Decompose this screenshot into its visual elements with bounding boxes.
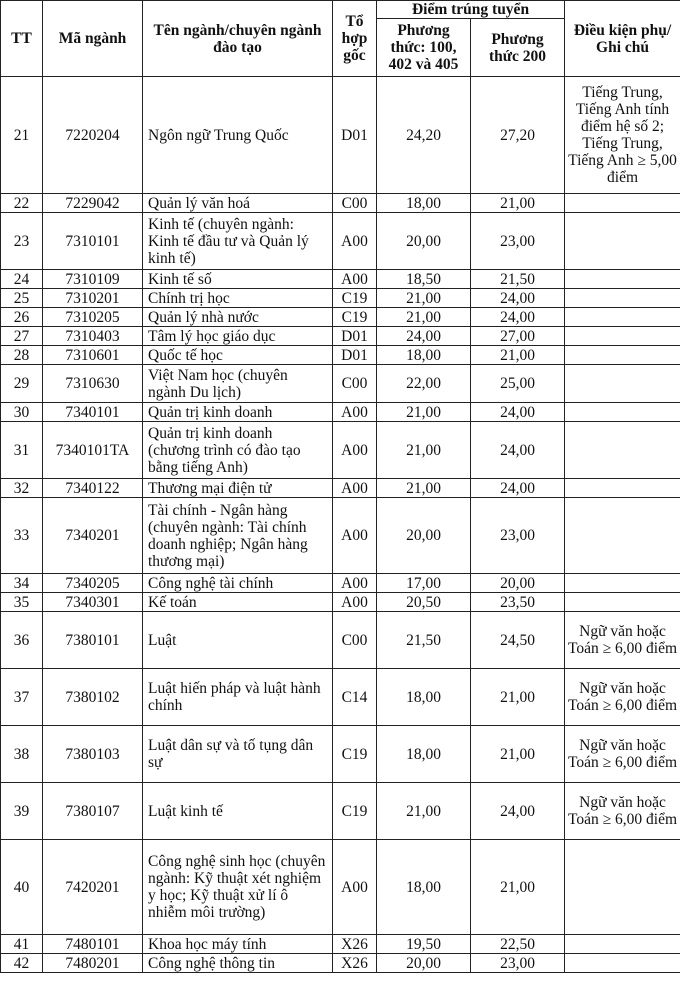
row-note: Ngữ văn hoặc Toán ≥ 6,00 điểm bbox=[565, 726, 680, 783]
table-row bbox=[1, 669, 680, 726]
row-note bbox=[565, 308, 680, 327]
row-combo: C19 bbox=[333, 289, 377, 308]
row-name: Luật dân sự và tố tụng dân sự bbox=[143, 726, 333, 783]
row-score-method-100: 18,50 bbox=[377, 270, 471, 289]
table-row bbox=[1, 327, 680, 346]
row-score-method-200: 24,00 bbox=[471, 479, 565, 498]
table-row bbox=[1, 365, 680, 403]
row-code: 7480201 bbox=[43, 954, 143, 973]
row-score-method-200: 24,00 bbox=[471, 422, 565, 479]
row-combo: C14 bbox=[333, 669, 377, 726]
table-row bbox=[1, 194, 680, 213]
row-combo: A00 bbox=[333, 422, 377, 479]
row-score-method-200: 25,00 bbox=[471, 365, 565, 403]
row-name: Công nghệ tài chính bbox=[143, 574, 333, 593]
row-code: 7380107 bbox=[43, 783, 143, 840]
row-tt: 32 bbox=[1, 479, 43, 498]
row-name: Tâm lý học giáo dục bbox=[143, 327, 333, 346]
row-tt: 31 bbox=[1, 422, 43, 479]
row-score-method-100: 20,00 bbox=[377, 954, 471, 973]
row-combo: C19 bbox=[333, 783, 377, 840]
row-note: Ngữ văn hoặc Toán ≥ 6,00 điểm bbox=[565, 612, 680, 669]
row-tt: 21 bbox=[1, 77, 43, 194]
row-code: 7340301 bbox=[43, 593, 143, 612]
row-tt: 37 bbox=[1, 669, 43, 726]
row-note: Tiếng Trung, Tiếng Anh tính điểm hệ số 2; Tiếng Trung, Tiếng Anh ≥ 5,00 điểm bbox=[565, 77, 680, 194]
row-note bbox=[565, 593, 680, 612]
row-note bbox=[565, 213, 680, 270]
table-row bbox=[1, 935, 680, 954]
row-tt: 36 bbox=[1, 612, 43, 669]
header-tt: TT bbox=[1, 1, 43, 77]
row-name: Việt Nam học (chuyên ngành Du lịch) bbox=[143, 365, 333, 403]
table-row bbox=[1, 783, 680, 840]
table-row bbox=[1, 479, 680, 498]
table-row bbox=[1, 954, 680, 973]
header-score-group: Điểm trúng tuyển bbox=[377, 1, 565, 19]
row-score-method-100: 18,00 bbox=[377, 346, 471, 365]
table-row bbox=[1, 213, 680, 270]
row-tt: 22 bbox=[1, 194, 43, 213]
row-note bbox=[565, 574, 680, 593]
row-score-method-100: 20,50 bbox=[377, 593, 471, 612]
row-score-method-200: 24,00 bbox=[471, 403, 565, 422]
row-score-method-100: 17,00 bbox=[377, 574, 471, 593]
row-score-method-100: 19,50 bbox=[377, 935, 471, 954]
row-code: 7310403 bbox=[43, 327, 143, 346]
row-score-method-200: 27,20 bbox=[471, 77, 565, 194]
row-code: 7310109 bbox=[43, 270, 143, 289]
row-code: 7340122 bbox=[43, 479, 143, 498]
row-note bbox=[565, 403, 680, 422]
row-combo: A00 bbox=[333, 593, 377, 612]
row-score-method-100: 18,00 bbox=[377, 194, 471, 213]
row-note bbox=[565, 479, 680, 498]
row-code: 7310205 bbox=[43, 308, 143, 327]
table-row bbox=[1, 270, 680, 289]
header-note: Điều kiện phụ/ Ghi chú bbox=[565, 1, 680, 77]
row-combo: C00 bbox=[333, 612, 377, 669]
row-tt: 26 bbox=[1, 308, 43, 327]
row-score-method-200: 21,00 bbox=[471, 669, 565, 726]
row-name: Công nghệ sinh học (chuyên ngành: Kỹ thuật xét nghiệm y học; Kỹ thuật xử lí ô nhiễm môi trường) bbox=[143, 840, 333, 935]
row-name: Kinh tế số bbox=[143, 270, 333, 289]
row-tt: 30 bbox=[1, 403, 43, 422]
row-note bbox=[565, 327, 680, 346]
table-row bbox=[1, 77, 680, 194]
row-combo: A00 bbox=[333, 498, 377, 574]
row-note: Ngữ văn hoặc Toán ≥ 6,00 điểm bbox=[565, 783, 680, 840]
row-name: Tài chính - Ngân hàng (chuyên ngành: Tài chính doanh nghiệp; Ngân hàng thương mại) bbox=[143, 498, 333, 574]
row-score-method-200: 24,00 bbox=[471, 783, 565, 840]
row-score-method-100: 18,00 bbox=[377, 726, 471, 783]
row-note bbox=[565, 498, 680, 574]
row-score-method-100: 18,00 bbox=[377, 840, 471, 935]
row-name: Luật hiến pháp và luật hành chính bbox=[143, 669, 333, 726]
row-combo: X26 bbox=[333, 935, 377, 954]
row-tt: 25 bbox=[1, 289, 43, 308]
row-note bbox=[565, 365, 680, 403]
table-row bbox=[1, 498, 680, 574]
table-row bbox=[1, 308, 680, 327]
table-row bbox=[1, 593, 680, 612]
row-combo: C19 bbox=[333, 308, 377, 327]
row-combo: D01 bbox=[333, 327, 377, 346]
row-tt: 34 bbox=[1, 574, 43, 593]
header-method-200: Phương thức 200 bbox=[471, 19, 565, 77]
row-score-method-100: 21,00 bbox=[377, 403, 471, 422]
row-name: Quản lý văn hoá bbox=[143, 194, 333, 213]
row-score-method-100: 20,00 bbox=[377, 498, 471, 574]
row-score-method-100: 20,00 bbox=[377, 213, 471, 270]
row-score-method-200: 24,00 bbox=[471, 289, 565, 308]
header-combo: Tổ hợp gốc bbox=[333, 1, 377, 77]
row-score-method-200: 23,50 bbox=[471, 593, 565, 612]
header-name: Tên ngành/chuyên ngành đào tạo bbox=[143, 1, 333, 77]
row-name: Công nghệ thông tin bbox=[143, 954, 333, 973]
row-tt: 42 bbox=[1, 954, 43, 973]
row-combo: D01 bbox=[333, 77, 377, 194]
row-score-method-100: 21,00 bbox=[377, 308, 471, 327]
row-score-method-200: 27,00 bbox=[471, 327, 565, 346]
table-row bbox=[1, 612, 680, 669]
row-note bbox=[565, 346, 680, 365]
row-note bbox=[565, 270, 680, 289]
row-code: 7380102 bbox=[43, 669, 143, 726]
row-name: Khoa học máy tính bbox=[143, 935, 333, 954]
row-score-method-100: 24,00 bbox=[377, 327, 471, 346]
row-combo: X26 bbox=[333, 954, 377, 973]
row-score-method-100: 24,20 bbox=[377, 77, 471, 194]
row-code: 7340205 bbox=[43, 574, 143, 593]
row-tt: 33 bbox=[1, 498, 43, 574]
row-code: 7340101TA bbox=[43, 422, 143, 479]
row-name: Quản lý nhà nước bbox=[143, 308, 333, 327]
row-combo: A00 bbox=[333, 840, 377, 935]
row-score-method-200: 21,00 bbox=[471, 194, 565, 213]
row-combo: A00 bbox=[333, 213, 377, 270]
table-row bbox=[1, 422, 680, 479]
row-code: 7480101 bbox=[43, 935, 143, 954]
row-combo: A00 bbox=[333, 574, 377, 593]
row-name: Ngôn ngữ Trung Quốc bbox=[143, 77, 333, 194]
row-combo: A00 bbox=[333, 403, 377, 422]
row-score-method-200: 20,00 bbox=[471, 574, 565, 593]
row-combo: C19 bbox=[333, 726, 377, 783]
row-name: Kế toán bbox=[143, 593, 333, 612]
table-row bbox=[1, 289, 680, 308]
row-score-method-100: 21,00 bbox=[377, 289, 471, 308]
row-score-method-200: 23,00 bbox=[471, 954, 565, 973]
row-tt: 35 bbox=[1, 593, 43, 612]
row-tt: 39 bbox=[1, 783, 43, 840]
row-score-method-200: 21,00 bbox=[471, 840, 565, 935]
row-tt: 40 bbox=[1, 840, 43, 935]
row-code: 7229042 bbox=[43, 194, 143, 213]
row-combo: C00 bbox=[333, 365, 377, 403]
row-score-method-200: 24,50 bbox=[471, 612, 565, 669]
row-combo: A00 bbox=[333, 479, 377, 498]
row-score-method-200: 21,50 bbox=[471, 270, 565, 289]
row-combo: A00 bbox=[333, 270, 377, 289]
row-code: 7310601 bbox=[43, 346, 143, 365]
row-note: Ngữ văn hoặc Toán ≥ 6,00 điểm bbox=[565, 669, 680, 726]
row-note bbox=[565, 954, 680, 973]
row-tt: 38 bbox=[1, 726, 43, 783]
table-row bbox=[1, 726, 680, 783]
row-code: 7220204 bbox=[43, 77, 143, 194]
row-score-method-100: 18,00 bbox=[377, 669, 471, 726]
row-code: 7310630 bbox=[43, 365, 143, 403]
row-note bbox=[565, 840, 680, 935]
row-note bbox=[565, 194, 680, 213]
row-score-method-200: 21,00 bbox=[471, 726, 565, 783]
row-code: 7380103 bbox=[43, 726, 143, 783]
row-tt: 23 bbox=[1, 213, 43, 270]
table-row bbox=[1, 403, 680, 422]
row-note bbox=[565, 935, 680, 954]
table-row bbox=[1, 346, 680, 365]
row-name: Quản trị kinh doanh (chương trình có đào tạo bằng tiếng Anh) bbox=[143, 422, 333, 479]
row-tt: 28 bbox=[1, 346, 43, 365]
row-combo: D01 bbox=[333, 346, 377, 365]
row-code: 7420201 bbox=[43, 840, 143, 935]
row-score-method-200: 23,00 bbox=[471, 213, 565, 270]
row-tt: 27 bbox=[1, 327, 43, 346]
row-code: 7310101 bbox=[43, 213, 143, 270]
row-score-method-200: 24,00 bbox=[471, 308, 565, 327]
row-name: Quản trị kinh doanh bbox=[143, 403, 333, 422]
row-name: Kinh tế (chuyên ngành: Kinh tế đầu tư và Quản lý kinh tế) bbox=[143, 213, 333, 270]
row-score-method-200: 23,00 bbox=[471, 498, 565, 574]
header-code: Mã ngành bbox=[43, 1, 143, 77]
row-score-method-100: 22,00 bbox=[377, 365, 471, 403]
row-score-method-100: 21,00 bbox=[377, 422, 471, 479]
row-score-method-200: 21,00 bbox=[471, 346, 565, 365]
row-score-method-200: 22,50 bbox=[471, 935, 565, 954]
row-score-method-100: 21,00 bbox=[377, 479, 471, 498]
row-score-method-100: 21,00 bbox=[377, 783, 471, 840]
table-row bbox=[1, 840, 680, 935]
row-name: Chính trị học bbox=[143, 289, 333, 308]
row-note bbox=[565, 422, 680, 479]
row-combo: C00 bbox=[333, 194, 377, 213]
row-name: Thương mại điện tử bbox=[143, 479, 333, 498]
row-code: 7340101 bbox=[43, 403, 143, 422]
header-method-100: Phương thức: 100, 402 và 405 bbox=[377, 19, 471, 77]
row-score-method-100: 21,50 bbox=[377, 612, 471, 669]
row-tt: 24 bbox=[1, 270, 43, 289]
row-code: 7340201 bbox=[43, 498, 143, 574]
row-name: Luật kinh tế bbox=[143, 783, 333, 840]
row-tt: 29 bbox=[1, 365, 43, 403]
row-tt: 41 bbox=[1, 935, 43, 954]
row-note bbox=[565, 289, 680, 308]
row-code: 7310201 bbox=[43, 289, 143, 308]
row-code: 7380101 bbox=[43, 612, 143, 669]
row-name: Luật bbox=[143, 612, 333, 669]
table-row bbox=[1, 574, 680, 593]
row-name: Quốc tế học bbox=[143, 346, 333, 365]
